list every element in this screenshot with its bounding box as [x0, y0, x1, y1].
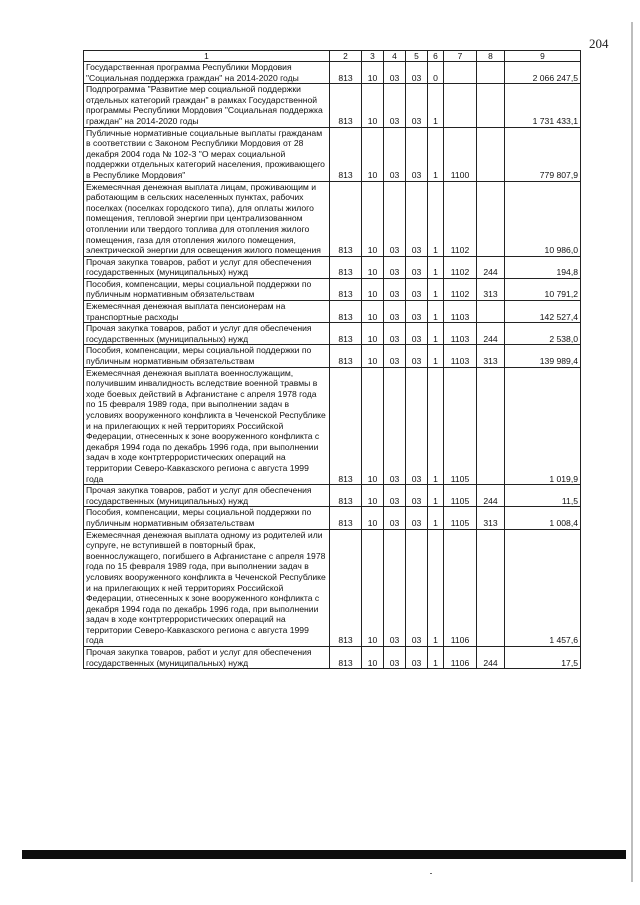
amount-cell: 2 538,0	[505, 323, 581, 345]
row-name-cell: Ежемесячная денежная выплата пенсионерам на транспортные расходы	[84, 301, 330, 323]
table-row	[84, 647, 581, 669]
code-main-cell: 813	[330, 507, 362, 529]
code-section-cell: 10	[362, 278, 384, 300]
code-subprogram-cell: 1	[428, 127, 444, 181]
code-subsection-cell: 03	[384, 529, 406, 647]
code-program-cell: 03	[406, 256, 428, 278]
code-expense-type-cell: 313	[477, 278, 505, 300]
amount-cell: 17,5	[505, 647, 581, 669]
amount-cell: 1 731 433,1	[505, 84, 581, 127]
row-name-cell: Пособия, компенсации, меры социальной поддержки по публичным нормативным обязательствам	[84, 278, 330, 300]
code-main-cell: 813	[330, 62, 362, 84]
code-expense-type-cell	[477, 529, 505, 647]
code-main-cell: 813	[330, 256, 362, 278]
code-subprogram-cell: 1	[428, 345, 444, 367]
table-header-row	[84, 51, 581, 62]
header-cell: 1	[84, 51, 330, 62]
code-section-cell: 10	[362, 323, 384, 345]
header-cell: 8	[477, 51, 505, 62]
code-expense-type-cell: 313	[477, 507, 505, 529]
code-main-cell: 813	[330, 181, 362, 256]
code-subprogram-cell: 1	[428, 181, 444, 256]
header-cell: 9	[505, 51, 581, 62]
code-subsection-cell: 03	[384, 181, 406, 256]
scan-bottom-edge	[22, 850, 626, 859]
row-name-cell: Прочая закупка товаров, работ и услуг для обеспечения государственных (муниципальных) нужд	[84, 256, 330, 278]
code-target-cell: 1100	[444, 127, 477, 181]
code-subsection-cell: 03	[384, 256, 406, 278]
amount-cell: 2 066 247,5	[505, 62, 581, 84]
code-subprogram-cell: 1	[428, 323, 444, 345]
code-target-cell: 1102	[444, 181, 477, 256]
code-program-cell: 03	[406, 367, 428, 485]
code-subsection-cell: 03	[384, 62, 406, 84]
amount-cell: 10 791,2	[505, 278, 581, 300]
row-name-cell: Ежемесячная денежная выплата одному из родителей или супруге, не вступившей в повторный брак, военнослужащего, погибшего в Афганистане с апреля 1978 года по 15 февраля 1989 года, при выполнении задач в условиях вооруженного конфликта в Чеченской Республике и на прилегающих к ней территориях Российской Федерации, отнесенных к зоне вооруженного конфликта с декабря 1994 года по декабрь 1996 года, при выполнении задач в ходе контртеррористических операций на территории Северо-Кавказского региона с августа 1999 года	[84, 529, 330, 647]
code-subsection-cell: 03	[384, 647, 406, 669]
code-program-cell: 03	[406, 84, 428, 127]
code-target-cell	[444, 62, 477, 84]
code-target-cell: 1105	[444, 367, 477, 485]
table-row	[84, 367, 581, 485]
code-program-cell: 03	[406, 529, 428, 647]
row-name-cell: Пособия, компенсации, меры социальной поддержки по публичным нормативным обязательствам	[84, 507, 330, 529]
code-section-cell: 10	[362, 301, 384, 323]
row-name-cell: Государственная программа Республики Мордовия "Социальная поддержка граждан" на 2014-2020 годы	[84, 62, 330, 84]
code-target-cell: 1106	[444, 647, 477, 669]
header-cell: 7	[444, 51, 477, 62]
code-expense-type-cell: 244	[477, 323, 505, 345]
row-name-cell: Прочая закупка товаров, работ и услуг для обеспечения государственных (муниципальных) нужд	[84, 323, 330, 345]
header-cell: 2	[330, 51, 362, 62]
code-target-cell: 1105	[444, 485, 477, 507]
code-subprogram-cell: 1	[428, 507, 444, 529]
row-name-cell: Подпрограмма "Развитие мер социальной поддержки отдельных категорий граждан" в рамках Государственной программы Республики Мордовия "Социальная поддержка граждан" на 2014-2020 годы	[84, 84, 330, 127]
code-expense-type-cell	[477, 62, 505, 84]
code-section-cell: 10	[362, 485, 384, 507]
code-section-cell: 10	[362, 507, 384, 529]
amount-cell: 194,8	[505, 256, 581, 278]
code-subsection-cell: 03	[384, 367, 406, 485]
code-section-cell: 10	[362, 647, 384, 669]
code-subsection-cell: 03	[384, 485, 406, 507]
code-target-cell: 1106	[444, 529, 477, 647]
row-name-cell: Пособия, компенсации, меры социальной поддержки по публичным нормативным обязательствам	[84, 345, 330, 367]
code-target-cell: 1103	[444, 301, 477, 323]
code-section-cell: 10	[362, 256, 384, 278]
code-section-cell: 10	[362, 181, 384, 256]
code-expense-type-cell: 313	[477, 345, 505, 367]
code-target-cell: 1105	[444, 507, 477, 529]
code-target-cell: 1103	[444, 323, 477, 345]
table-row	[84, 62, 581, 84]
code-subprogram-cell: 1	[428, 301, 444, 323]
code-program-cell: 03	[406, 127, 428, 181]
table-row	[84, 529, 581, 647]
code-main-cell: 813	[330, 301, 362, 323]
code-program-cell: 03	[406, 62, 428, 84]
code-subprogram-cell: 1	[428, 278, 444, 300]
code-main-cell: 813	[330, 323, 362, 345]
row-name-cell: Ежемесячная денежная выплата лицам, проживающим и работающим в сельских населенных пунктах, рабочих поселках (поселках городского типа), для оплаты жилого помещения, тепловой энергии при централизованном отоплении или твердого топлива для отопления жилого помещения, газа для отопления жилого помещения, электрической энергии для освещения жилого помещения	[84, 181, 330, 256]
code-subprogram-cell: 1	[428, 367, 444, 485]
code-subsection-cell: 03	[384, 507, 406, 529]
code-expense-type-cell	[477, 127, 505, 181]
code-subsection-cell: 03	[384, 278, 406, 300]
code-main-cell: 813	[330, 345, 362, 367]
row-name-cell: Прочая закупка товаров, работ и услуг для обеспечения государственных (муниципальных) нужд	[84, 485, 330, 507]
code-program-cell: 03	[406, 507, 428, 529]
code-program-cell: 03	[406, 485, 428, 507]
table-row	[84, 181, 581, 256]
code-subprogram-cell: 1	[428, 647, 444, 669]
amount-cell: 142 527,4	[505, 301, 581, 323]
table-row	[84, 485, 581, 507]
row-name-cell: Ежемесячная денежная выплата военнослужащим, получившим инвалидность вследствие военной травмы в ходе боевых действий в Афганистане с апреля 1978 года по 15 февраля 1989 года, при выполнении задач в условиях вооруженного конфликта в Чеченской Республике и на прилегающих к ней территориях Российской Федерации, отнесенных к зоне вооруженного конфликта с декабря 1994 года по декабрь 1996 года, при выполнении задач в ходе контртеррористических операций на территории Северо-Кавказского региона с августа 1999 года	[84, 367, 330, 485]
code-section-cell: 10	[362, 529, 384, 647]
code-program-cell: 03	[406, 301, 428, 323]
amount-cell: 11,5	[505, 485, 581, 507]
amount-cell: 139 989,4	[505, 345, 581, 367]
code-expense-type-cell: 244	[477, 485, 505, 507]
code-section-cell: 10	[362, 345, 384, 367]
code-expense-type-cell	[477, 84, 505, 127]
code-main-cell: 813	[330, 367, 362, 485]
code-program-cell: 03	[406, 345, 428, 367]
code-section-cell: 10	[362, 84, 384, 127]
budget-table	[83, 50, 581, 669]
table-row	[84, 301, 581, 323]
code-target-cell: 1102	[444, 278, 477, 300]
scan-edge-shadow	[631, 22, 633, 882]
table-row	[84, 127, 581, 181]
code-target-cell	[444, 84, 477, 127]
code-subsection-cell: 03	[384, 323, 406, 345]
code-section-cell: 10	[362, 367, 384, 485]
code-program-cell: 03	[406, 323, 428, 345]
header-cell: 5	[406, 51, 428, 62]
table-body	[84, 62, 581, 669]
amount-cell: 779 807,9	[505, 127, 581, 181]
code-subprogram-cell: 0	[428, 62, 444, 84]
table-row	[84, 345, 581, 367]
code-subprogram-cell: 1	[428, 84, 444, 127]
code-main-cell: 813	[330, 485, 362, 507]
amount-cell: 10 986,0	[505, 181, 581, 256]
code-subsection-cell: 03	[384, 301, 406, 323]
code-main-cell: 813	[330, 278, 362, 300]
table-row	[84, 278, 581, 300]
code-main-cell: 813	[330, 647, 362, 669]
code-section-cell: 10	[362, 62, 384, 84]
code-main-cell: 813	[330, 127, 362, 181]
amount-cell: 1 019,9	[505, 367, 581, 485]
table-row	[84, 507, 581, 529]
code-subsection-cell: 03	[384, 127, 406, 181]
code-section-cell: 10	[362, 127, 384, 181]
code-expense-type-cell	[477, 367, 505, 485]
table-row	[84, 256, 581, 278]
code-subprogram-cell: 1	[428, 256, 444, 278]
header-cell: 3	[362, 51, 384, 62]
row-name-cell: Публичные нормативные социальные выплаты гражданам в соответствии с Законом Республики Мордовия от 28 декабря 2004 года № 102-З "О мерах социальной поддержки отдельных категорий населения, проживающего в Республике Мордовия"	[84, 127, 330, 181]
code-subprogram-cell: 1	[428, 529, 444, 647]
scan-artifact	[430, 873, 432, 874]
code-main-cell: 813	[330, 84, 362, 127]
code-target-cell: 1103	[444, 345, 477, 367]
row-name-cell: Прочая закупка товаров, работ и услуг для обеспечения государственных (муниципальных) нужд	[84, 647, 330, 669]
code-subsection-cell: 03	[384, 84, 406, 127]
page-number: 204	[589, 36, 609, 51]
table-row	[84, 323, 581, 345]
code-program-cell: 03	[406, 278, 428, 300]
code-subsection-cell: 03	[384, 345, 406, 367]
table-row	[84, 84, 581, 127]
header-cell: 6	[428, 51, 444, 62]
code-target-cell: 1102	[444, 256, 477, 278]
amount-cell: 1 457,6	[505, 529, 581, 647]
code-main-cell: 813	[330, 529, 362, 647]
amount-cell: 1 008,4	[505, 507, 581, 529]
code-program-cell: 03	[406, 181, 428, 256]
code-expense-type-cell: 244	[477, 647, 505, 669]
code-expense-type-cell: 244	[477, 256, 505, 278]
code-expense-type-cell	[477, 301, 505, 323]
code-program-cell: 03	[406, 647, 428, 669]
code-subprogram-cell: 1	[428, 485, 444, 507]
header-cell: 4	[384, 51, 406, 62]
code-expense-type-cell	[477, 181, 505, 256]
